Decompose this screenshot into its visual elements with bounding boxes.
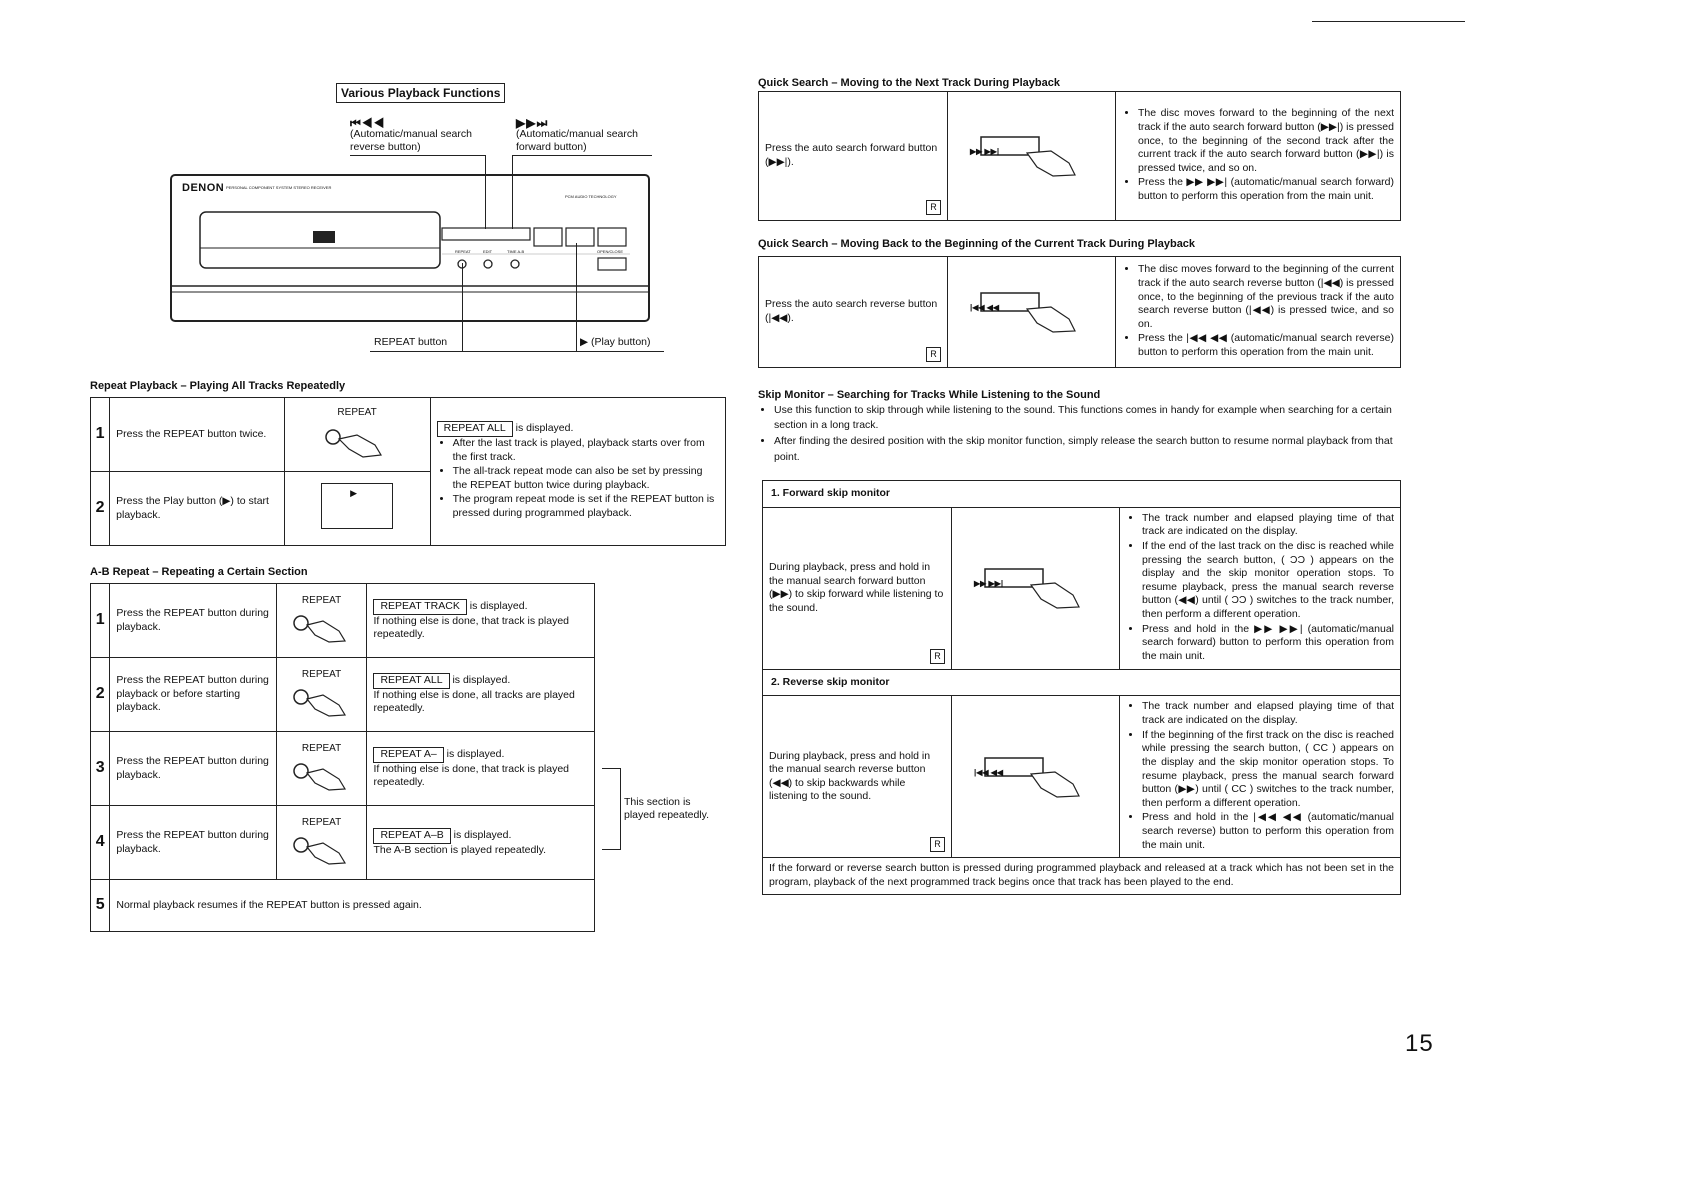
note-item: • Press and hold in the |◀◀ ◀◀ (automatic/manual search reverse) button to perform this operation from the main unit.	[1142, 811, 1394, 852]
callout-line-repeat	[462, 263, 463, 351]
intro-bullet: • After finding the desired position with the skip monitor function, simply release the search button to resume normal playback from that point.	[774, 434, 1403, 464]
step-text: Press the REPEAT button during playback.	[110, 732, 276, 806]
note-item: • If the end of the last track on the disc is reached while pressing the search button, ( ƆƆ ) appears on the display and the skip monitor operation stops. To resume playback, press the manual search reverse button (◀◀) until ( ƆƆ ) switches to the track number, then perform a different operation.	[1142, 540, 1394, 622]
display-suffix: is displayed.	[452, 674, 511, 687]
qs-back-notes	[1116, 257, 1401, 368]
note-item: • The track number and elapsed playing time of that track are indicated on the display.	[1142, 700, 1394, 727]
step-number: 1	[91, 398, 110, 472]
small-label-repeat: REPEAT	[455, 249, 471, 254]
fwd-button-symbol: ▶▶⏭	[516, 116, 549, 130]
brand-logo: DENON	[182, 182, 225, 194]
step-number: 3	[91, 732, 110, 806]
note-item: • The program repeat mode is set if the REPEAT button is pressed during programmed playback.	[453, 493, 719, 520]
step-number: 2	[91, 658, 110, 732]
note-item: • If the beginning of the first track on the disc is reached while pressing the search button, ( CC ) appears on the display and the skip monitor operation stops. To resume playback, press the manual search forward button (▶▶) until ( CC ) switches to the track number, then perform a different operation.	[1142, 729, 1394, 811]
qs-back-table	[758, 256, 1401, 368]
callout-line-fwd-h	[512, 155, 652, 156]
callout-line-fwd-v	[512, 155, 513, 229]
button-glyphs: |◀◀ ◀◀	[970, 303, 1000, 313]
repeat-button-illustration	[276, 584, 367, 658]
step-note-text: If nothing else is done, that track is played repeatedly.	[373, 762, 570, 789]
side-note: This section is played repeatedly.	[624, 796, 710, 822]
display-box: REPEAT ALL	[373, 673, 449, 689]
display-suffix: is displayed.	[453, 828, 512, 841]
play-button-illustration	[284, 472, 430, 546]
qs-next-notes	[1116, 92, 1401, 221]
button-glyphs: |◀◀ ◀◀	[974, 768, 1004, 778]
repeat-button-illustration	[276, 658, 367, 732]
section-bracket	[602, 768, 621, 850]
skip-intro	[758, 403, 1403, 466]
device-caption: PERSONAL COMPONENT SYSTEM STEREO RECEIVER	[226, 185, 332, 190]
skip-title: Skip Monitor – Searching for Tracks While Listening to the Sound	[758, 389, 1101, 401]
step-note-text: The A-B section is played repeatedly.	[373, 843, 547, 856]
ab-section-title: A-B Repeat – Repeating a Certain Section	[90, 566, 308, 578]
play-icon: ▶	[350, 488, 357, 499]
diagram-title: Various Playback Functions	[336, 83, 505, 103]
instruction-text: During playback, press and hold in the manual search forward button (▶▶) to skip forward while listening to the sound.	[769, 560, 944, 614]
remote-mark: R	[930, 837, 945, 852]
icon-label: REPEAT	[301, 816, 342, 828]
rev-button-symbol: ⏮◀◀	[350, 116, 386, 130]
button-glyphs: ▶▶ ▶▶|	[970, 147, 1000, 157]
qs-next-table	[758, 91, 1401, 221]
qs-back-title: Quick Search – Moving Back to the Beginning of the Current Track During Playback	[758, 238, 1196, 250]
note-item: • After the last track is played, playback starts over from the first track.	[453, 437, 719, 464]
note-item: • Press the ▶▶ ▶▶| (automatic/manual search forward) button to perform this operation from the main unit.	[1138, 176, 1394, 203]
step-text: Press the REPEAT button twice.	[110, 398, 284, 472]
step-note	[367, 584, 595, 658]
instruction-text: Press the auto search reverse button (|◀◀).	[765, 298, 938, 324]
forward-skip-header: 1. Forward skip monitor	[763, 481, 1401, 508]
display-box: REPEAT TRACK	[373, 599, 466, 615]
step-text: Press the REPEAT button during playback.	[110, 584, 276, 658]
step-number: 1	[91, 584, 110, 658]
remote-mark: R	[926, 200, 941, 215]
hand-press-icon	[287, 755, 357, 791]
step-text: Press the REPEAT button during playback.	[110, 806, 276, 880]
button-glyphs: ▶▶ ▶▶|	[974, 579, 1004, 589]
rev-button-label: (Automatic/manual search reverse button)	[350, 128, 472, 154]
repeat-button-illustration	[276, 732, 367, 806]
instruction-text: During playback, press and hold in the manual search reverse button (◀◀) to skip backwards while listening to the sound.	[769, 749, 931, 803]
reverse-skip-illustration	[952, 696, 1120, 858]
small-label-edit: EDIT	[483, 249, 493, 254]
small-label-time: TIME A-B	[507, 249, 525, 254]
step-number: 4	[91, 806, 110, 880]
display-suffix: is displayed.	[469, 600, 528, 613]
qs-next-instruction	[759, 92, 948, 221]
note-item: • Press the |◀◀ ◀◀ (automatic/manual search reverse) button to perform this operation from the main unit.	[1138, 332, 1394, 359]
ab-repeat-table	[90, 583, 595, 932]
repeat-button-illustration	[276, 806, 367, 880]
callout-line-play	[576, 243, 577, 351]
forward-skip-instruction	[763, 507, 952, 669]
note-item: • The track number and elapsed playing time of that track are indicated on the display.	[1142, 512, 1394, 539]
hand-press-icon	[287, 607, 357, 643]
step-text: Press the REPEAT button during playback or before starting playback.	[110, 658, 276, 732]
repeat-section-title: Repeat Playback – Playing All Tracks Repeatedly	[90, 380, 346, 392]
hand-press-icon	[317, 419, 397, 459]
step-note	[367, 806, 595, 880]
step-number: 5	[91, 880, 110, 932]
remote-mark: R	[926, 347, 941, 362]
display-box: REPEAT ALL	[437, 421, 513, 437]
note-item: • The all-track repeat mode can also be set by pressing the REPEAT button twice during playback.	[453, 465, 719, 492]
forward-skip-illustration	[952, 507, 1120, 669]
note-item: • Press and hold in the ▶▶ ▶▶| (automatic/manual search forward) button to perform this operation from the main unit.	[1142, 623, 1394, 664]
repeat-button-illustration	[284, 398, 430, 472]
reverse-button-illustration	[948, 257, 1116, 368]
fwd-button-label: (Automatic/manual search forward button)	[516, 128, 638, 154]
small-label-open-close: OPEN/CLOSE	[597, 249, 624, 254]
callout-underline	[370, 351, 664, 352]
pcm-caption: PCM AUDIO TECHNOLOGY	[565, 194, 617, 199]
note-item: • The disc moves forward to the beginning of the next track if the auto search forward button (▶▶|) is pressed once, to the beginning of the second track after the current track if the auto search forward button (▶▶|) is pressed twice, and so on.	[1138, 107, 1394, 175]
top-rule	[1312, 21, 1465, 22]
cd-player-illustration	[170, 174, 650, 322]
step-text: Press the Play button (▶) to start playback.	[110, 472, 284, 546]
forward-button-illustration	[948, 92, 1116, 221]
note-item: • The disc moves forward to the beginning of the current track if the auto search reverse button (|◀◀) is pressed once, to the beginning of the previous track if the auto search reverse button (|◀◀) is pressed twice, and so on.	[1138, 263, 1394, 331]
display-suffix: is displayed.	[515, 422, 574, 435]
reverse-skip-notes	[1120, 696, 1401, 858]
reverse-skip-instruction	[763, 696, 952, 858]
repeat-button-callout: REPEAT button	[374, 336, 448, 348]
step-number: 2	[91, 472, 110, 546]
forward-skip-notes	[1120, 507, 1401, 669]
page-number: 15	[1405, 1030, 1434, 1057]
reverse-skip-header: 2. Reverse skip monitor	[763, 669, 1401, 696]
icon-label: REPEAT	[301, 742, 342, 754]
display-suffix: is displayed.	[446, 748, 505, 761]
step-note	[367, 658, 595, 732]
final-step-text: Normal playback resumes if the REPEAT button is pressed again.	[110, 880, 595, 932]
repeat-notes	[430, 398, 725, 546]
repeat-playback-table	[90, 397, 726, 546]
qs-back-instruction	[759, 257, 948, 368]
remote-mark: R	[930, 649, 945, 664]
callout-line-rev-v	[485, 155, 486, 229]
instruction-text: Press the auto search forward button (▶▶|).	[765, 142, 938, 168]
icon-label: REPEAT	[337, 406, 377, 418]
hand-press-icon	[287, 829, 357, 865]
hand-press-icon	[287, 681, 357, 717]
qs-next-title: Quick Search – Moving to the Next Track During Playback	[758, 77, 1060, 89]
display-box: REPEAT A–B	[373, 828, 450, 844]
skip-monitor-table	[762, 480, 1401, 895]
intro-bullet: • Use this function to skip through while listening to the sound. This functions comes in handy for example when searching for a certain section in a long track.	[774, 403, 1403, 433]
notes-list	[437, 437, 719, 521]
display-box: REPEAT A–	[373, 747, 443, 763]
icon-label: REPEAT	[301, 668, 342, 680]
skip-footer-note: If the forward or reverse search button is pressed during programmed playback and released at a track which has not been set in the program, playback of the next programmed track begins once that track has been played to the end.	[763, 858, 1401, 894]
step-note-text: If nothing else is done, all tracks are played repeatedly.	[373, 688, 575, 715]
icon-label: REPEAT	[301, 594, 342, 606]
step-note-text: If nothing else is done, that track is played repeatedly.	[373, 614, 570, 641]
play-button-callout: ▶ (Play button)	[580, 336, 651, 348]
step-note	[367, 732, 595, 806]
callout-line-rev-h	[350, 155, 485, 156]
